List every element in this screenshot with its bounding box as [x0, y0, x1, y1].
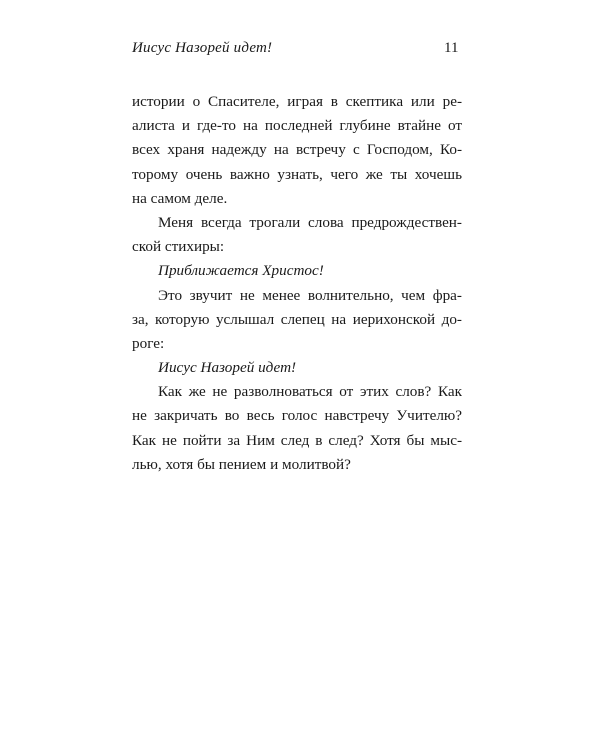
text-line: алиста и где-то на последней глубине втайне от — [132, 117, 462, 135]
quote-line: Иисус Назорей идет! — [158, 359, 297, 377]
text-line: Как не пойти за Ним след в след? Хотя бы мыс- — [132, 431, 462, 449]
running-title: Иисус Назорей идет! — [132, 40, 273, 56]
body-text — [132, 90, 462, 477]
text-line: торому очень важно узнать, чего же ты хочешь — [132, 165, 462, 183]
text-line: роге: — [132, 334, 165, 352]
text-line: на самом деле. — [132, 189, 228, 207]
text-line: ской стихиры: — [132, 238, 225, 256]
text-line: Это звучит не менее волнительно, чем фра- — [158, 286, 462, 304]
page-number: 11 — [444, 40, 459, 56]
text-line: всех храня надежду на встречу с Господом, Ко- — [132, 141, 462, 159]
text-line: истории о Спасителе, играя в скептика или ре- — [132, 93, 462, 110]
quote-line: Приближается Христос! — [158, 262, 324, 280]
text-line: лью, хотя бы пением и молитвой? — [132, 455, 351, 473]
text-line: не закричать во весь голос навстречу Учителю? — [132, 407, 462, 425]
text-line: Меня всегда трогали слова предрождествен- — [158, 213, 462, 231]
text-line: Как же не разволноваться от этих слов? Как — [158, 383, 462, 401]
text-line: за, которую услышал слепец на иерихонской до- — [132, 310, 462, 328]
